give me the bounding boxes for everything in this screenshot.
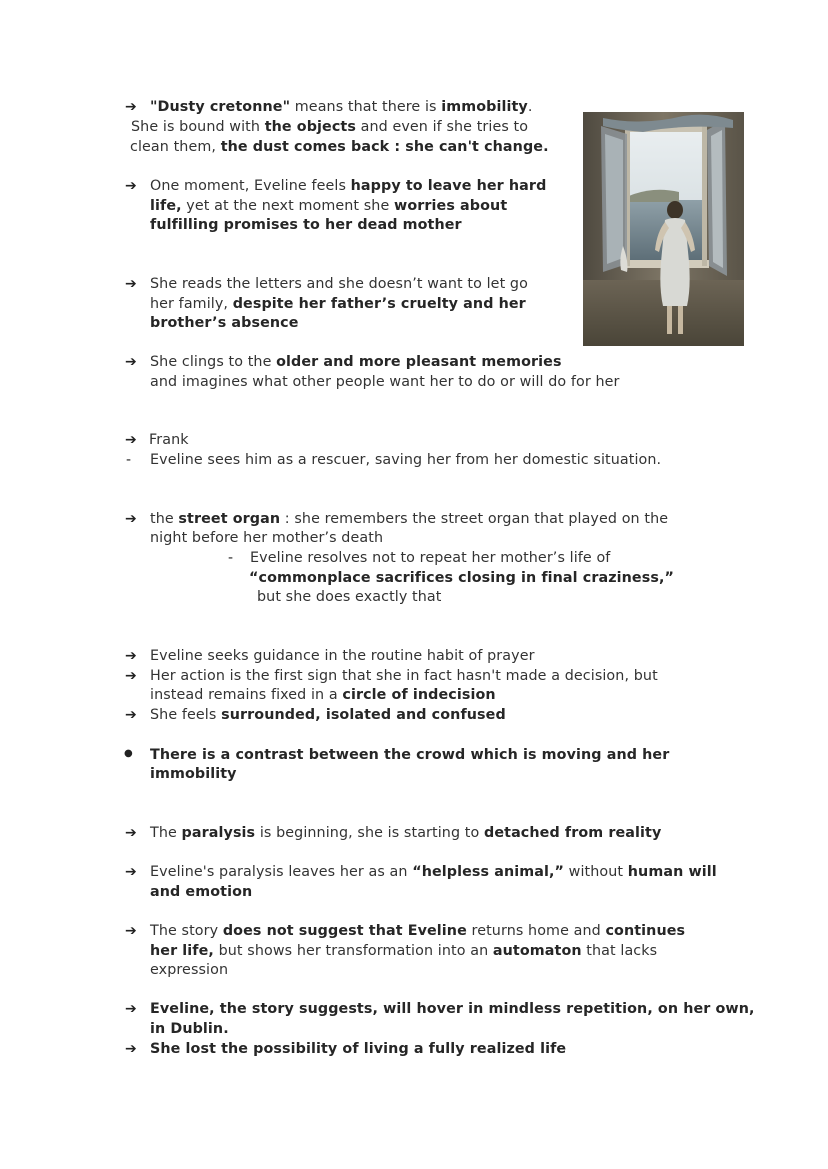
text-line bbox=[257, 587, 442, 607]
text-line bbox=[150, 196, 507, 216]
text-line bbox=[150, 215, 462, 235]
bold-text: street organ bbox=[178, 511, 281, 527]
plain-text: Eveline sees him as a rescuer, saving her from her domestic situation. bbox=[150, 452, 662, 468]
bold-text: life, bbox=[150, 198, 182, 214]
bold-text: worries about bbox=[394, 198, 508, 214]
plain-text: Eveline's paralysis leaves her as an bbox=[150, 864, 413, 880]
arrow-bullet: ➔ bbox=[125, 99, 137, 115]
plain-text: the bbox=[150, 511, 179, 527]
plain-text: returns home and bbox=[466, 923, 606, 939]
bold-text: happy to leave her hard bbox=[350, 178, 547, 194]
text-line bbox=[149, 430, 189, 450]
bold-text: Eveline, the story suggests, will hover in mindless repetition, on her own, bbox=[150, 1001, 755, 1017]
text-line bbox=[150, 764, 237, 784]
text-line bbox=[150, 823, 661, 843]
arrow-bullet: ➔ bbox=[125, 707, 137, 723]
bold-text: human will bbox=[627, 864, 717, 880]
bold-text: immobility bbox=[150, 766, 237, 782]
text-line bbox=[150, 745, 669, 765]
plain-text: clean them, bbox=[130, 139, 221, 155]
bold-text: surrounded, isolated and confused bbox=[221, 707, 506, 723]
bold-text: There is a contrast between the crowd which is moving and her bbox=[150, 747, 670, 763]
arrow-bullet: ➔ bbox=[125, 178, 137, 194]
text-line bbox=[150, 528, 383, 548]
bold-text: circle of indecision bbox=[342, 687, 496, 703]
text-line bbox=[250, 548, 610, 568]
plain-text: but shows her transformation into an bbox=[213, 943, 493, 959]
plain-text: She reads the letters and she doesn’t want to let go bbox=[150, 276, 528, 292]
bold-text: older and more pleasant memories bbox=[276, 354, 562, 370]
dash-bullet: - bbox=[228, 550, 234, 566]
text-line bbox=[150, 862, 717, 882]
text-line bbox=[150, 1019, 229, 1039]
bold-text: in Dublin. bbox=[150, 1021, 229, 1037]
bold-text: “commonplace sacrifices closing in final craziness,” bbox=[249, 570, 674, 586]
arrow-bullet: ➔ bbox=[125, 276, 137, 292]
plain-text: expression bbox=[150, 962, 229, 978]
plain-text: but she does exactly that bbox=[257, 589, 442, 605]
text-line bbox=[130, 137, 549, 157]
bold-text: does not suggest that Eveline bbox=[222, 923, 467, 939]
plain-text: Eveline resolves not to repeat her mother’s life of bbox=[250, 550, 611, 566]
plain-text: She clings to the bbox=[150, 354, 277, 370]
bold-text: immobility bbox=[441, 99, 528, 115]
text-line bbox=[150, 882, 252, 902]
bold-text: detached from reality bbox=[484, 825, 662, 841]
dash-bullet: - bbox=[126, 452, 132, 468]
bold-text: the objects bbox=[264, 119, 356, 135]
bold-text: and emotion bbox=[150, 884, 253, 900]
bold-text: She lost the possibility of living a fully realized life bbox=[150, 1041, 567, 1057]
plain-text: She feels bbox=[150, 707, 222, 723]
bold-text: the dust comes back : she can't change. bbox=[220, 139, 549, 155]
text-line bbox=[150, 176, 546, 196]
text-line bbox=[150, 313, 299, 333]
plain-text: : she remembers the street organ that played on the bbox=[280, 511, 669, 527]
text-line bbox=[150, 646, 535, 666]
bold-text: paralysis bbox=[181, 825, 256, 841]
bold-text: brother’s absence bbox=[150, 315, 299, 331]
plain-text: and imagines what other people want her to do or will do for her bbox=[150, 374, 620, 390]
plain-text: night before her mother’s death bbox=[150, 530, 384, 546]
text-line bbox=[150, 999, 755, 1019]
arrow-bullet: ➔ bbox=[125, 864, 137, 880]
bold-text: her life, bbox=[150, 943, 214, 959]
plain-text: Frank bbox=[149, 432, 189, 448]
arrow-bullet: ➔ bbox=[125, 668, 137, 684]
plain-text: is beginning, she is starting to bbox=[255, 825, 484, 841]
plain-text: She is bound with bbox=[131, 119, 265, 135]
text-line bbox=[150, 97, 532, 117]
text-line bbox=[150, 705, 506, 725]
plain-text: yet at the next moment she bbox=[181, 198, 395, 214]
text-line bbox=[131, 117, 528, 137]
bold-text: despite her father’s cruelty and her bbox=[232, 296, 526, 312]
bold-text: “helpless animal,” bbox=[412, 864, 565, 880]
plain-text: without bbox=[564, 864, 628, 880]
plain-text: and even if she tries to bbox=[355, 119, 529, 135]
plain-text: that lacks bbox=[581, 943, 658, 959]
text-line bbox=[150, 294, 526, 314]
arrow-bullet: ➔ bbox=[125, 1001, 137, 1017]
arrow-bullet: ➔ bbox=[125, 825, 137, 841]
text-line bbox=[150, 666, 658, 686]
arrow-bullet: ➔ bbox=[125, 648, 137, 664]
plain-text: her family, bbox=[150, 296, 233, 312]
plain-text: The bbox=[150, 825, 182, 841]
painting-illustration bbox=[583, 112, 744, 346]
plain-text: means that there is bbox=[290, 99, 442, 115]
text-line bbox=[150, 372, 620, 392]
plain-text: Her action is the first sign that she in fact hasn't made a decision, but bbox=[150, 668, 658, 684]
plain-text: The story bbox=[150, 923, 223, 939]
bold-text: automaton bbox=[492, 943, 582, 959]
dot-bullet: ● bbox=[124, 748, 133, 759]
bold-text: fulfilling promises to her dead mother bbox=[150, 217, 462, 233]
text-line bbox=[150, 450, 661, 470]
text-line bbox=[150, 921, 685, 941]
plain-text: . bbox=[527, 99, 533, 115]
text-line bbox=[150, 685, 496, 705]
text-line bbox=[150, 352, 562, 372]
plain-text: instead remains fixed in a bbox=[150, 687, 343, 703]
bold-text: continues bbox=[605, 923, 686, 939]
text-line bbox=[249, 568, 674, 588]
plain-text: Eveline seeks guidance in the routine habit of prayer bbox=[150, 648, 535, 664]
text-line bbox=[150, 960, 228, 980]
text-line bbox=[150, 274, 528, 294]
arrow-bullet: ➔ bbox=[125, 354, 137, 370]
text-line bbox=[150, 1039, 566, 1059]
painting-woman-at-window bbox=[583, 112, 744, 346]
arrow-bullet: ➔ bbox=[125, 511, 137, 527]
arrow-bullet: ➔ bbox=[125, 432, 137, 448]
arrow-bullet: ➔ bbox=[125, 1041, 137, 1057]
bold-text: "Dusty cretonne" bbox=[150, 99, 291, 115]
text-line bbox=[150, 509, 668, 529]
arrow-bullet: ➔ bbox=[125, 923, 137, 939]
text-line bbox=[150, 941, 657, 961]
plain-text: One moment, Eveline feels bbox=[150, 178, 351, 194]
